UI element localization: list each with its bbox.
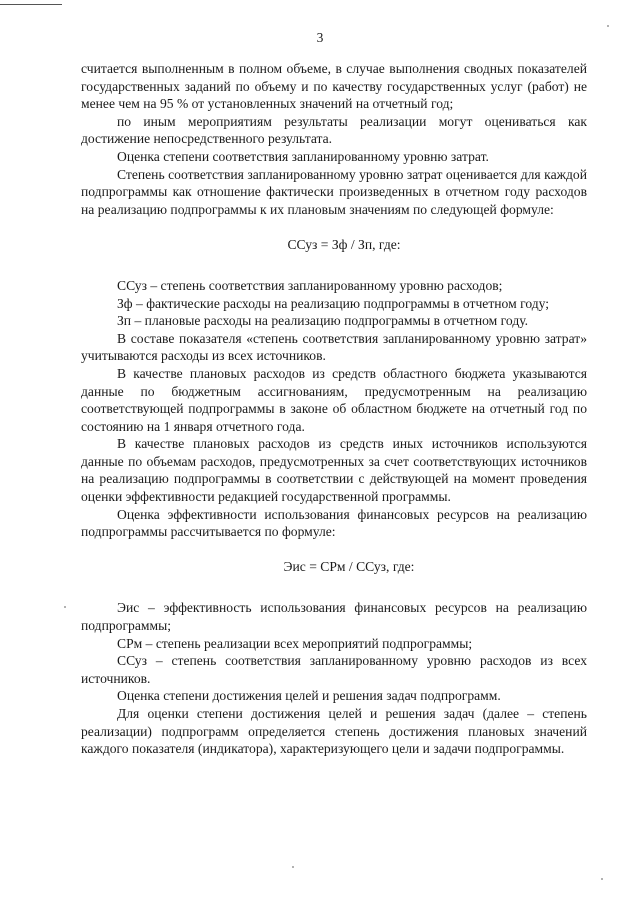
definition-item: СРм – степень реализации всех мероприятий подпрограммы; [117, 635, 473, 651]
scan-speck [64, 606, 66, 608]
definition-item: Эис – эффективность использования финансовых ресурсов на реализацию подпрограммы; [81, 600, 587, 634]
document-body [81, 60, 587, 758]
scan-speck [607, 25, 609, 27]
paragraph: В качестве плановых расходов из средств иных источников используются данные по объемам расходов, предусмотренных за счет соответствующих источников на реализацию подпрограммы в соответствии с действующей на момент проведения оценки эффективности редакцией государственной программы. [81, 436, 587, 505]
scan-speck [601, 878, 603, 880]
paragraph: Для оценки степени достижения целей и решения задач (далее – степень реализации) подпрограмм определяется степень достижения плановых значений каждого показателя (индикатора), характеризующего цели и задачи подпрограммы. [81, 706, 587, 757]
definition-item: ССуз – степень соответствия запланированному уровню расходов; [117, 277, 503, 293]
paragraph-continuation: считается выполненным в полном объеме, в случае выполнения сводных показателей государственных заданий по объему и по качеству государственных услуг (работ) не менее чем на 95 % от установленных значений на отчетный год; [81, 61, 587, 112]
scan-speck [292, 866, 294, 868]
paragraph: по иным мероприятиям результаты реализации могут оцениваться как достижение непосредственного результата. [81, 113, 587, 147]
formula-efficiency: Эис = СРм / ССуз, где: [283, 558, 415, 574]
paragraph: Степень соответствия запланированному уровню затрат оценивается для каждой подпрограммы как отношение фактически произведенных в отчетном году расходов на реализацию подпрограммы к их плановым значениям по следующей формуле: [81, 166, 587, 217]
formula-cost-compliance: ССуз = Зф / Зп, где: [287, 237, 401, 253]
section-heading: Оценка степени достижения целей и решения задач подпрограмм. [117, 688, 501, 704]
definition-item: Зп – плановые расходы на реализацию подпрограммы в отчетном году. [117, 313, 529, 329]
section-heading: Оценка степени соответствия запланированному уровню затрат. [117, 148, 489, 164]
paragraph: Оценка эффективности использования финансовых ресурсов на реализацию подпрограммы рассчитывается по формуле: [81, 506, 587, 540]
paragraph: В составе показателя «степень соответствия запланированному уровню затрат» учитываются расходы из всех источников. [81, 330, 587, 364]
definition-item: Зф – фактические расходы на реализацию подпрограммы в отчетном году; [117, 295, 550, 311]
paragraph: В качестве плановых расходов из средств областного бюджета указываются данные по бюджетным ассигнованиям, предусмотренным на реализацию соответствующей подпрограммы в законе об областном бюджете на отчетный год по состоянию на 1 января отчетного года. [81, 365, 587, 434]
definition-item: ССуз – степень соответствия запланированному уровню расходов из всех источников. [81, 653, 587, 686]
scan-edge-line [0, 4, 62, 5]
page-number: 3 [316, 30, 324, 45]
